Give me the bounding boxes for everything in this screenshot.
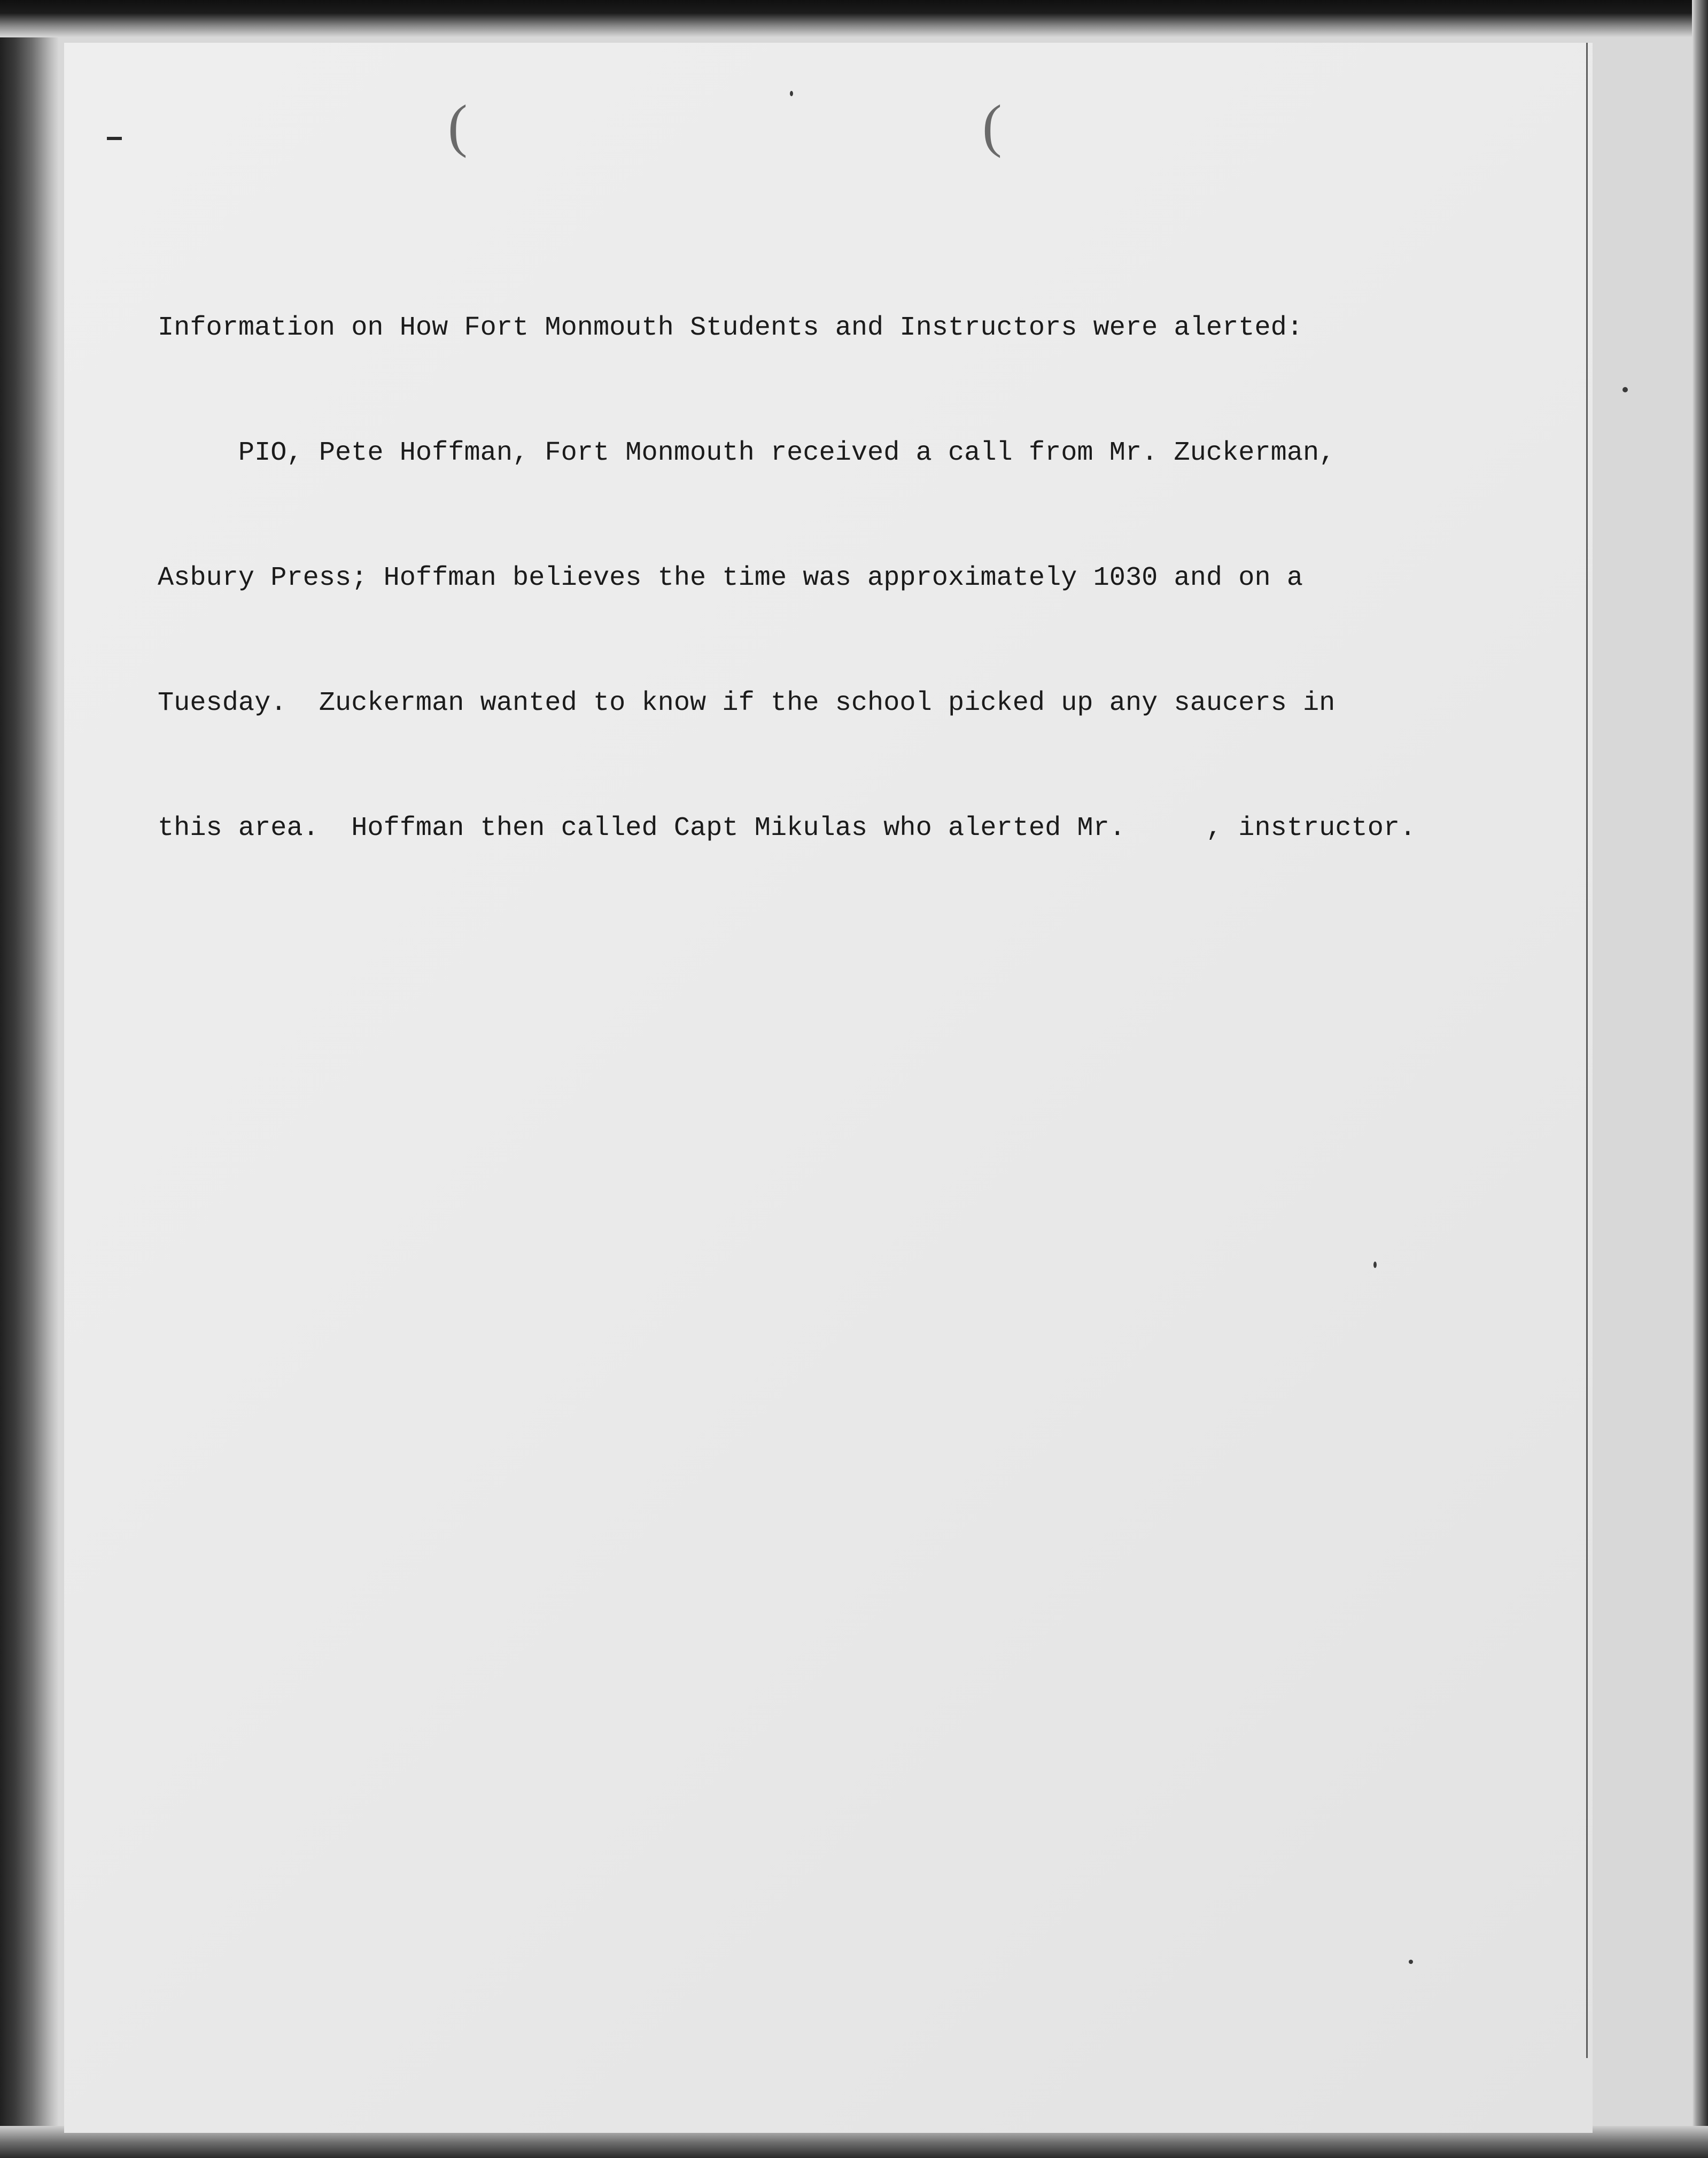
punch-hole-mark-right: ( [982,93,1002,158]
paper-edge-line [1586,43,1588,2058]
memo-line-3: Tuesday. Zuckerman wanted to know if the school picked up any saucers in [158,688,1336,718]
typed-memo [158,247,1440,933]
scan-right-border [1692,0,1708,2158]
scan-speck [1409,1960,1413,1964]
punch-hole-mark-left: ( [448,93,468,158]
scan-speck [790,91,793,96]
scan-left-border [0,0,59,2158]
scan-top-border [0,0,1708,37]
scan-speck [1622,387,1628,392]
memo-line-2: Asbury Press; Hoffman believes the time was approximately 1030 and on a [158,563,1303,593]
memo-line-1: PIO, Pete Hoffman, Fort Monmouth received a call from Mr. Zuckerman, [158,438,1336,468]
memo-line-4: this area. Hoffman then called Capt Mikulas who alerted Mr. , instructor. [158,813,1416,844]
memo-heading: Information on How Fort Monmouth Students and Instructors were alerted: [158,313,1303,343]
scan-speck [1373,1262,1377,1268]
margin-dash-mark [107,137,122,140]
